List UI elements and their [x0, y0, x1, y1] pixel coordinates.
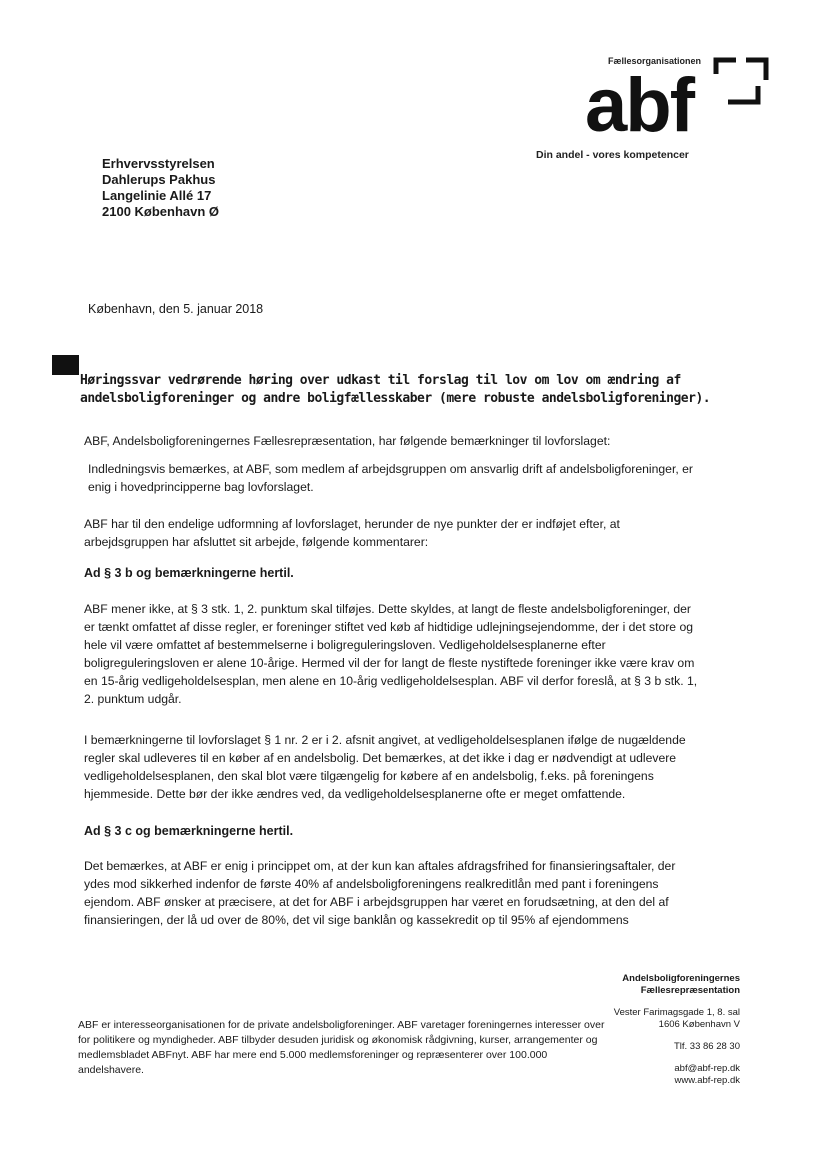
logo-bracket-icon: [712, 54, 772, 110]
recipient-line: Dahlerups Pakhus: [102, 172, 216, 187]
footer-description: ABF er interesseorganisationen for de private andelsboligforeninger. ABF varetager foreningernes interesser over for politikere og myndigheder. ABF tilbyder desuden juridisk og økonomisk rådgivning, kurser, arrangementer og medlemsbladet ABFnyt. ABF har mere end 5.000 medlemsforeninger og repræsenterer over 100.000 andelshavere.: [78, 1019, 605, 1076]
date-line: København, den 5. januar 2018: [88, 302, 264, 316]
recipient-line: Langelinie Allé 17: [102, 188, 212, 203]
recipient-line: 2100 København Ø: [102, 204, 220, 219]
letter-subject: Høringssvar vedrørende høring over udkast til forslag til lov om lov om ændring af andelsboligforeninger og andre boligfællesskaber (mere robuste andelsboligforeninger).: [80, 373, 711, 406]
recipient-address: [102, 156, 219, 220]
logo-org-label: Fællesorganisationen: [608, 56, 702, 66]
logo-tagline: Din andel - vores kompetencer: [536, 149, 689, 161]
paragraph: I bemærkningerne til lovforslaget § 1 nr. 2 er i 2. afsnit angivet, at vedligeholdelsesplanen ifølge de nugældende regler skal udleveres til en køber af en andelsbolig. Det bemærkes, at det ikke i dag er nødvendigt at udlevere vedligeholdelsesplanen, den skal blot være tilgængelig for købere af en andelsbolig, f.eks. på foreningens hjemmeside. Dette bør der ikke ændres ved, da vedligeholdelsesplanerne ofte er meget omfattende.: [84, 733, 686, 801]
recipient-line: Erhvervsstyrelsen: [102, 156, 215, 171]
redaction-block: [52, 355, 79, 375]
footer-email[interactable]: abf@abf-rep.dk: [674, 1063, 740, 1074]
abf-logo: abf: [585, 63, 693, 148]
footer-web[interactable]: www.abf-rep.dk: [674, 1075, 740, 1086]
section-heading: Ad § 3 c og bemærkningerne hertil.: [84, 824, 294, 838]
footer-city: 1606 København V: [658, 1019, 740, 1030]
paragraph: ABF mener ikke, at § 3 stk. 1, 2. punktum skal tilføjes. Dette skyldes, at langt de fleste andelsboligforeninger, der er tænkt omfattet af disse regler, er foreninger stiftet ved køb af hidtidige udlejningsejendomme, der i det store og hele vil være omfattet af bestemmelserne i boligreguleringsloven. Vedligeholdelsesplanerne efter boligreguleringsloven er alene 10-årige. Hermed vil der for langt de fleste nystiftede foreninger ikke være krav om en 15-årig vedligeholdelsesplan, men alene en 10-årig vedligeholdelsesplan. ABF vil derfor foreslå, at § 3 b stk. 1, 2. punktum udgår.: [84, 602, 698, 706]
footer-org-name: Fællesrepræsentation: [640, 985, 740, 996]
footer-street: Vester Farimagsgade 1, 8. sal: [613, 1007, 740, 1018]
paragraph: Indledningsvis bemærkes, at ABF, som medlem af arbejdsgruppen om ansvarlig drift af andelsboligforeninger, er enig i hovedprincipperne bag lovforslaget.: [88, 462, 693, 494]
paragraph: ABF har til den endelige udformning af lovforslaget, herunder de nye punkter der er indføjet efter, at arbejdsgruppen har afsluttet sit arbejde, følgende kommentarer:: [84, 517, 620, 549]
footer-phone: Tlf. 33 86 28 30: [673, 1041, 740, 1052]
paragraph: Det bemærkes, at ABF er enig i princippet om, at der kun kan aftales afdragsfrihed for finansieringsaftaler, der ydes mod sikkerhed indenfor de første 40% af andelsboligforeningens realkreditlån med pant i foreningens ejendom. ABF ønsker at præcisere, at det for ABF i arbejdsgruppen har været en forudsætning, at den del af finansieringen, der lå ud over de 80%, det vil sige banklån og kassekredit op til 95% af ejendommens: [84, 859, 676, 927]
section-heading: Ad § 3 b og bemærkningerne hertil.: [84, 566, 294, 580]
footer-org-name: Andelsboligforeningernes: [622, 973, 740, 984]
paragraph: ABF, Andelsboligforeningernes Fællesrepræsentation, har følgende bemærkninger til lovforslaget:: [84, 434, 611, 448]
